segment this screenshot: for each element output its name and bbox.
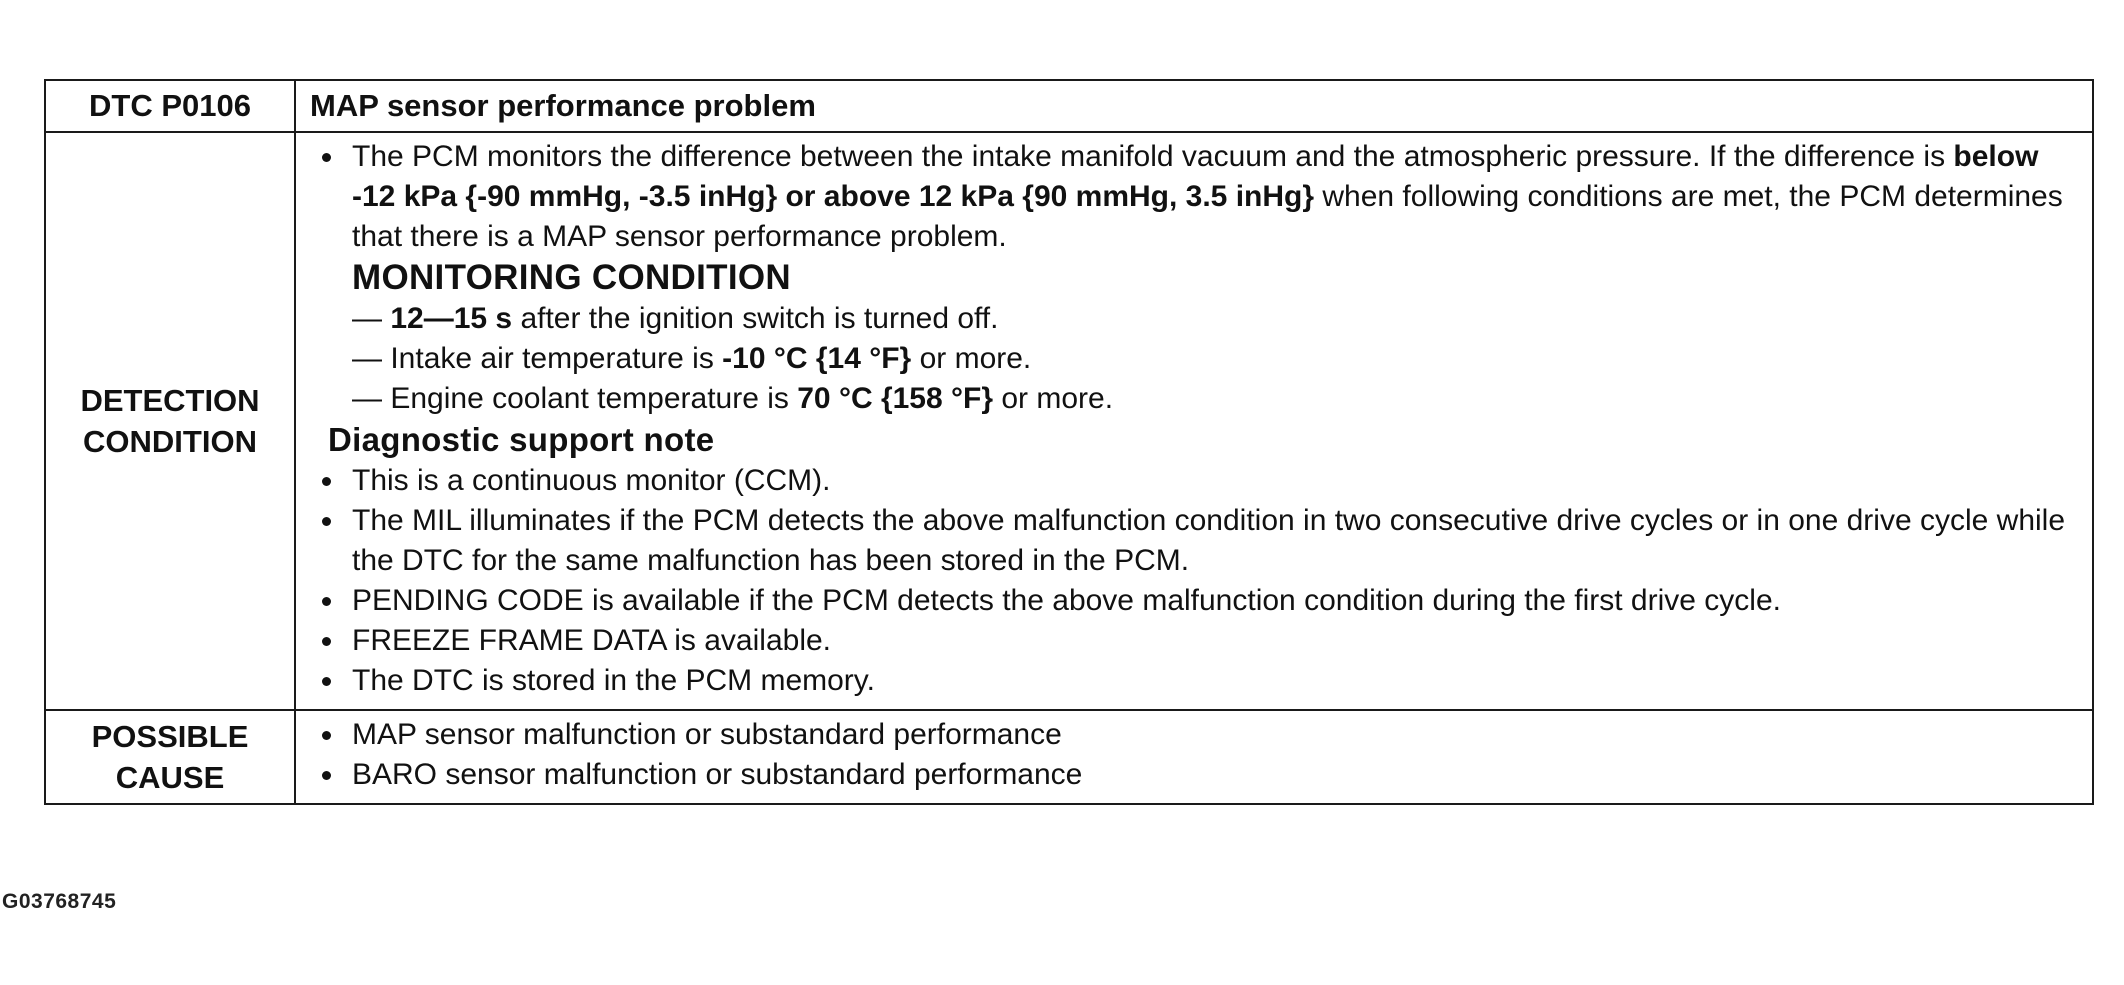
support-note: The DTC is stored in the PCM memory.: [310, 661, 2082, 701]
dtc-table: [44, 79, 2094, 805]
condition-rest: or more.: [911, 342, 1032, 375]
condition-value: -10 °C {14 °F}: [722, 342, 912, 375]
support-note: FREEZE FRAME DATA is available.: [310, 621, 2082, 661]
monitoring-condition-heading: MONITORING CONDITION: [352, 258, 791, 297]
condition-rest: after the ignition switch is turned off.: [512, 302, 999, 335]
intro-text-1: The PCM monitors the difference between the intake manifold vacuum and the atmospheric pressure. If the difference is: [352, 140, 1954, 173]
cause-label-line2: CAUSE: [115, 760, 225, 795]
condition-value: 70 °C {158 °F}: [797, 382, 994, 415]
detection-condition-row: [45, 132, 2093, 710]
possible-cause-body: [295, 710, 2093, 804]
intro-paragraph: [310, 137, 2082, 257]
cause-item: MAP sensor malfunction or substandard performance: [310, 715, 2082, 755]
possible-cause-label: [45, 710, 295, 804]
diagnostic-support-heading: Diagnostic support note: [328, 421, 715, 458]
condition-line: [310, 379, 2082, 419]
intro-text-2: when following conditions are met, the PCM determines that there is a MAP sensor performance problem.: [352, 180, 2063, 253]
possible-cause-row: [45, 710, 2093, 804]
condition-line: [310, 339, 2082, 379]
cause-item: BARO sensor malfunction or substandard performance: [310, 755, 2082, 795]
condition-prefix: —: [352, 302, 391, 335]
support-note: PENDING CODE is available if the PCM detects the above malfunction condition during the first drive cycle.: [310, 581, 2082, 621]
detection-label-line2: CONDITION: [83, 424, 257, 459]
condition-value: 12—15 s: [390, 302, 513, 335]
dtc-title: MAP sensor performance problem: [295, 80, 2093, 132]
condition-prefix: — Engine coolant temperature is: [352, 382, 798, 415]
condition-line: [310, 299, 2082, 339]
detection-condition-label: [45, 132, 295, 710]
detection-label-line1: DETECTION: [80, 383, 260, 418]
figure-id: G03768745: [2, 890, 117, 913]
condition-rest: or more.: [993, 382, 1114, 415]
support-note: The MIL illuminates if the PCM detects the above malfunction condition in two consecutive drive cycles or in one drive cycle while the DTC for the same malfunction has been stored in the PCM.: [310, 501, 2082, 581]
dtc-header-row: [45, 80, 2093, 132]
cause-label-line1: POSSIBLE: [91, 719, 249, 754]
intro-threshold: below -12 kPa {-90 mmHg, -3.5 inHg} or above 12 kPa {90 mmHg, 3.5 inHg}: [352, 140, 2039, 213]
detection-condition-body: [295, 132, 2093, 710]
support-note: This is a continuous monitor (CCM).: [310, 461, 2082, 501]
condition-prefix: — Intake air temperature is: [352, 342, 723, 375]
dtc-code: DTC P0106: [45, 80, 295, 132]
